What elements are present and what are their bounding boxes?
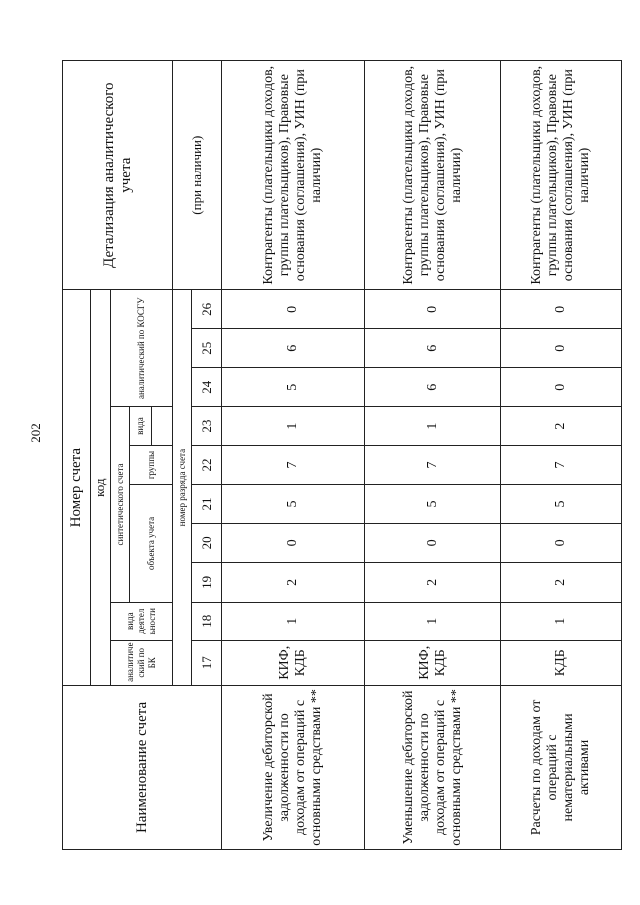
row-digit: 7: [365, 446, 501, 485]
rotated-table-container: [62, 60, 622, 850]
digit-header: 23: [192, 407, 222, 446]
header-group: группы: [130, 446, 173, 485]
row-digit: 5: [222, 484, 365, 523]
digit-header: 19: [192, 562, 222, 602]
row-name: Расчеты по доходам от операций с нематериальными активами: [501, 685, 622, 849]
row-bk: КИФ, КДБ: [222, 640, 365, 685]
table-row: [365, 61, 501, 850]
header-analytic-detail: Детализация аналитического учета: [63, 61, 173, 290]
digit-header: 18: [192, 602, 222, 640]
row-digit: 1: [501, 602, 622, 640]
header-synthetic: синтетического счета: [111, 407, 130, 603]
row-detail: Контрагенты (плательщики доходов, группы плательщиков), Правовые основания (соглашения), УИН (при наличии): [501, 61, 622, 290]
row-bk: КИФ, КДБ: [365, 640, 501, 685]
row-digit: 0: [365, 290, 501, 329]
row-digit: 0: [501, 290, 622, 329]
digit-header: 24: [192, 368, 222, 407]
account-table: [62, 60, 622, 850]
row-digit: 5: [501, 484, 622, 523]
page-number: 202: [28, 423, 43, 443]
digit-header: 20: [192, 523, 222, 562]
row-name: Уменьшение дебиторской задолженности по доходам от операций с основными средствами **: [365, 685, 501, 849]
row-bk: КДБ: [501, 640, 622, 685]
row-digit: 2: [501, 562, 622, 602]
row-digit: 2: [222, 562, 365, 602]
header-analytic-kosgu: аналитический по КОСГУ: [111, 290, 173, 407]
header-account-name: Наименование счета: [63, 685, 222, 849]
digit-header: 22: [192, 446, 222, 485]
header-kind: вида: [130, 407, 151, 446]
row-digit: 0: [501, 523, 622, 562]
header-account-number: Номер счета: [63, 290, 91, 686]
row-digit: 0: [501, 329, 622, 368]
header-digit-number: номер разряда счета: [173, 290, 192, 686]
row-digit: 2: [501, 407, 622, 446]
row-digit: 1: [365, 602, 501, 640]
row-digit: 6: [365, 368, 501, 407]
row-name: Увеличение дебиторской задолженности по доходам от операций с основными средствами **: [222, 685, 365, 849]
digit-header: 17: [192, 640, 222, 685]
row-digit: 0: [365, 523, 501, 562]
header-if-any: (при наличии): [173, 61, 222, 290]
row-digit: 0: [222, 523, 365, 562]
header-kind-blank: [151, 407, 172, 446]
row-digit: 1: [365, 407, 501, 446]
row-digit: 2: [365, 562, 501, 602]
row-digit: 0: [501, 368, 622, 407]
row-digit: 5: [222, 368, 365, 407]
row-detail: Контрагенты (плательщики доходов, группы плательщиков), Правовые основания (соглашения), УИН (при наличии): [222, 61, 365, 290]
row-digit: 7: [501, 446, 622, 485]
row-digit: 0: [222, 290, 365, 329]
table-row: [222, 61, 365, 850]
digit-header: 26: [192, 290, 222, 329]
row-digit: 1: [222, 602, 365, 640]
row-digit: 6: [222, 329, 365, 368]
row-digit: 7: [222, 446, 365, 485]
row-digit: 6: [365, 329, 501, 368]
header-object: объекта учета: [130, 484, 173, 602]
digit-header: 21: [192, 484, 222, 523]
header-analytic-bk: аналитиче ский по БК: [111, 640, 173, 685]
row-digit: 5: [365, 484, 501, 523]
row-detail: Контрагенты (плательщики доходов, группы плательщиков), Правовые основания (соглашения), УИН (при наличии): [365, 61, 501, 290]
header-code: код: [90, 290, 110, 686]
header-activity-type: вида деятел ьности: [111, 602, 173, 640]
digit-header: 25: [192, 329, 222, 368]
row-digit: 1: [222, 407, 365, 446]
table-row: [501, 61, 622, 850]
